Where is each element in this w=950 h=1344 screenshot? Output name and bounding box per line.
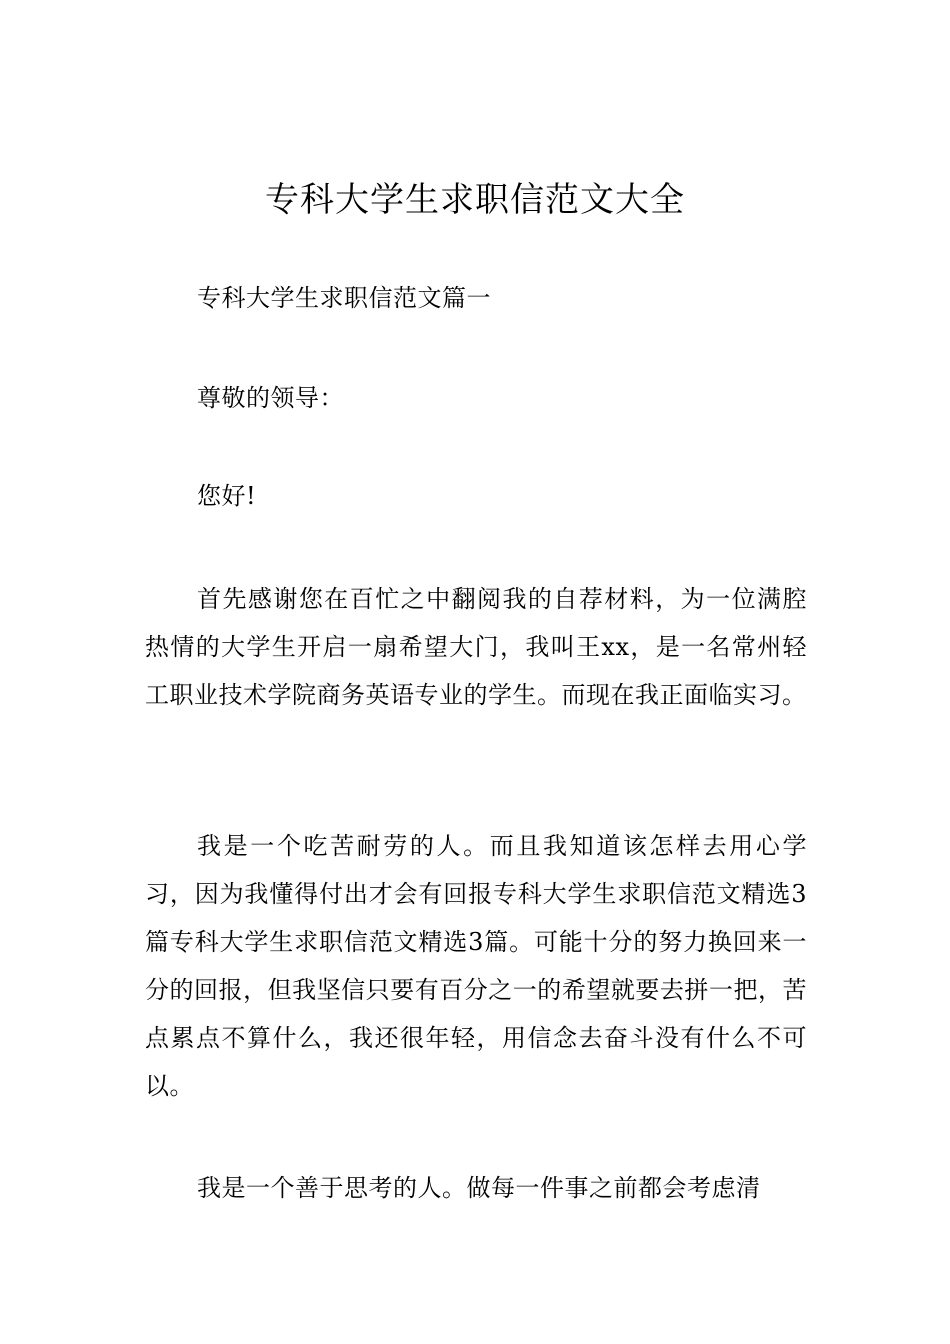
- greeting: 您好!: [197, 482, 257, 510]
- body-paragraph: 我是一个善于思考的人。做每一件事之前都会考虑清: [197, 1174, 761, 1202]
- document-title: 专科大学生求职信范文大全: [265, 180, 685, 220]
- body-paragraph: 首先感谢您在百忙之中翻阅我的自荐材料，为一位满腔热情的大学生开启一扇希望大门，我叫王xx，是一名常州轻工职业技术学院商务英语专业的学生。而现在我正面临实习。: [145, 585, 807, 709]
- salutation: 尊敬的领导：: [197, 384, 344, 412]
- body-paragraph: 我是一个吃苦耐劳的人。而且我知道该怎样去用心学习，因为我懂得付出才会有回报专科大学生求职信范文精选3篇专科大学生求职信范文精选3篇。可能十分的努力换回来一分的回报，但我坚信只要有百分之一的希望就要去拼一把，苦点累点不算什么，我还很年轻，用信念去奋斗没有什么不可以。: [145, 832, 807, 1100]
- section-heading: 专科大学生求职信范文篇一: [197, 284, 491, 312]
